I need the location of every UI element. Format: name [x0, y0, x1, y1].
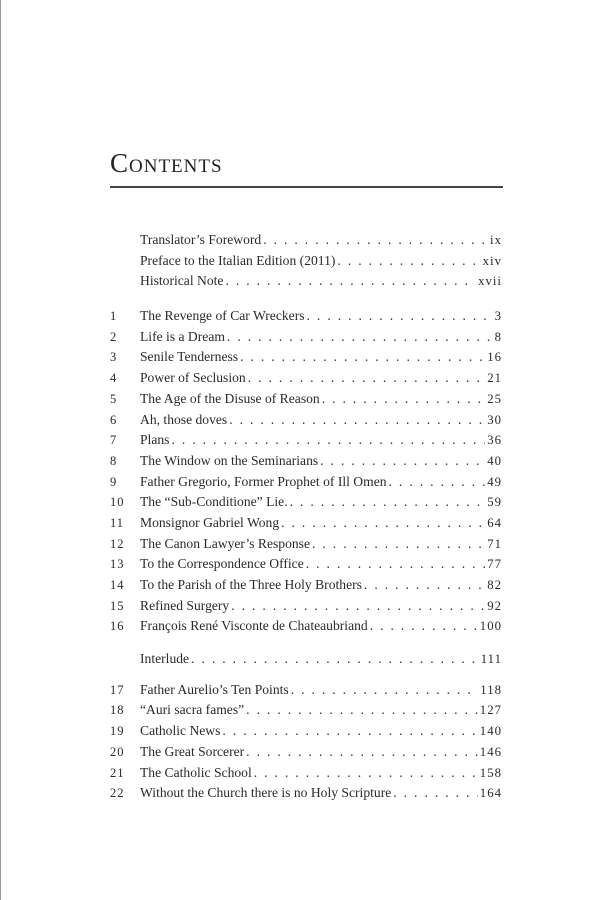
chapter-number: 11 — [110, 515, 125, 530]
entry-title: To the Correspondence Office — [140, 556, 304, 572]
page-number: 40 — [487, 453, 502, 468]
page-number: 64 — [487, 515, 502, 530]
page-number: 77 — [487, 557, 502, 572]
chapter-number: 4 — [110, 371, 118, 386]
entry-title: Life is a Dream — [140, 328, 225, 344]
toc-entry[interactable] — [110, 680, 502, 701]
chapter-number: 6 — [110, 412, 118, 427]
dot-leader — [281, 513, 485, 534]
dot-leader — [231, 596, 485, 617]
entry-title: The Canon Lawyer’s Response — [140, 535, 311, 551]
dot-leader — [171, 430, 485, 451]
entry-title: The Revenge of Car Wreckers — [140, 308, 305, 324]
interlude-list — [110, 649, 502, 670]
toc-entry[interactable] — [110, 513, 502, 534]
page-number: 100 — [479, 619, 502, 634]
entry-title: Plans — [140, 432, 170, 448]
page-number: 16 — [487, 350, 502, 365]
entry-title: Power of Seclusion — [140, 370, 246, 386]
dot-leader — [320, 451, 485, 472]
chapter-number: 5 — [110, 391, 118, 406]
dot-leader — [225, 271, 476, 292]
toc-entry[interactable] — [110, 596, 502, 617]
dot-leader — [246, 742, 478, 763]
toc-entry[interactable] — [110, 230, 502, 251]
toc-entry-interlude[interactable] — [110, 649, 502, 670]
toc-entry[interactable] — [110, 327, 502, 348]
chapter-number: 20 — [110, 744, 125, 759]
page-number: xiv — [482, 253, 502, 268]
dot-leader — [229, 410, 485, 431]
page-number: 3 — [494, 309, 502, 324]
page-left-edge — [0, 0, 1, 900]
toc-entry[interactable] — [110, 368, 502, 389]
toc-entry[interactable] — [110, 251, 502, 272]
page-number: 158 — [479, 765, 502, 780]
chapter-number: 14 — [110, 578, 125, 592]
dot-leader — [191, 649, 479, 670]
page-number: 36 — [487, 433, 502, 448]
chapter-number: 8 — [110, 453, 118, 468]
entry-title: The Great Sorcerer — [140, 743, 245, 759]
entry-title: To the Parish of the Three Holy Brothers — [140, 577, 362, 592]
chapter-number: 22 — [110, 786, 125, 801]
dot-leader — [337, 251, 480, 272]
dot-leader — [227, 327, 493, 348]
page-number: 30 — [487, 412, 502, 427]
entry-title: Preface to the Italian Edition (2011) — [140, 252, 336, 268]
page-number: ix — [490, 233, 502, 247]
page-number: 118 — [480, 682, 502, 697]
entry-title: The Age of the Disuse of Reason — [140, 390, 320, 406]
chapter-number: 16 — [110, 619, 125, 634]
dot-leader — [222, 721, 477, 742]
dot-leader — [254, 763, 478, 784]
entry-title: Translator’s Foreword — [140, 232, 262, 247]
entry-title: The Catholic School — [140, 764, 252, 780]
toc-entry[interactable] — [110, 430, 502, 451]
toc-entry[interactable] — [110, 410, 502, 431]
toc-entry[interactable] — [110, 271, 502, 292]
entry-title: Catholic News — [140, 723, 221, 739]
dot-leader — [291, 680, 479, 701]
page-number: 164 — [479, 786, 502, 801]
chapter-number: 12 — [110, 536, 125, 551]
page-number: 146 — [479, 744, 502, 759]
entry-title: Refined Surgery — [140, 597, 230, 613]
toc-entry[interactable] — [110, 554, 502, 575]
toc-entry[interactable] — [110, 783, 502, 804]
chapter-number: 10 — [110, 495, 125, 510]
entry-title: The “Sub-Conditione” Lie. — [140, 494, 288, 510]
toc-entry[interactable] — [110, 575, 502, 596]
dot-leader — [307, 306, 493, 327]
toc-entry[interactable] — [110, 306, 502, 327]
entry-title: Interlude — [140, 651, 190, 667]
dot-leader — [370, 616, 478, 637]
dot-leader — [312, 534, 485, 555]
page-number: 21 — [487, 371, 502, 386]
chapter-number: 15 — [110, 598, 125, 613]
page-number: 71 — [487, 536, 502, 551]
page-number: 111 — [480, 652, 502, 667]
chapter-number: 13 — [110, 557, 125, 572]
entry-title: Without the Church there is no Holy Scripture — [140, 785, 392, 801]
title-rule — [110, 186, 503, 188]
toc-entry[interactable] — [110, 616, 502, 637]
page-number: 82 — [487, 578, 502, 592]
entry-title: François René Visconte de Chateaubriand — [140, 618, 368, 634]
page-number: 59 — [487, 495, 502, 510]
dot-leader — [389, 472, 486, 493]
entry-title: Historical Note — [140, 273, 224, 289]
chapter-number: 9 — [110, 474, 118, 489]
toc-entry[interactable] — [110, 389, 502, 410]
chapter-number: 21 — [110, 765, 125, 780]
entry-title: Ah, those doves — [140, 411, 228, 427]
page-title: Contents — [110, 148, 223, 178]
dot-leader — [240, 347, 485, 368]
dot-leader — [263, 230, 488, 251]
toc-entry[interactable] — [110, 742, 502, 763]
table-of-contents — [110, 230, 502, 804]
chapter-list-part-1 — [110, 306, 502, 637]
page-number: 25 — [487, 391, 502, 406]
toc-entry[interactable] — [110, 451, 502, 472]
entry-title: Monsignor Gabriel Wong — [140, 514, 280, 530]
page-number: xvii — [478, 274, 502, 289]
chapter-number: 18 — [110, 703, 125, 718]
dot-leader — [248, 368, 485, 389]
toc-entry[interactable] — [110, 492, 502, 513]
toc-entry[interactable] — [110, 721, 502, 742]
page-number: 92 — [487, 598, 502, 613]
dot-leader — [290, 492, 486, 513]
chapter-number: 1 — [110, 309, 118, 324]
entry-title: The Window on the Seminarians — [140, 452, 319, 468]
chapter-number: 17 — [110, 682, 125, 697]
dot-leader — [306, 554, 485, 575]
entry-title: Senile Tenderness — [140, 349, 239, 365]
entry-title: Father Gregorio, Former Prophet of Ill Omen — [140, 473, 387, 489]
page-number: 140 — [479, 724, 502, 739]
toc-entry[interactable] — [110, 534, 502, 555]
dot-leader — [246, 700, 478, 721]
page-number: 8 — [494, 329, 502, 344]
chapter-number: 19 — [110, 724, 125, 739]
dot-leader — [393, 783, 478, 804]
dot-leader — [322, 389, 486, 410]
page-number: 49 — [487, 474, 502, 489]
page-number: 127 — [479, 703, 502, 718]
dot-leader — [364, 575, 485, 596]
chapter-number: 2 — [110, 329, 118, 344]
entry-title: “Auri sacra fames” — [140, 702, 245, 718]
chapter-list-part-2 — [110, 680, 502, 804]
entry-title: Father Aurelio’s Ten Points — [140, 681, 289, 697]
chapter-number: 7 — [110, 433, 118, 448]
toc-entry[interactable] — [110, 472, 502, 493]
toc-entry[interactable] — [110, 763, 502, 784]
chapter-number: 3 — [110, 350, 118, 365]
toc-entry[interactable] — [110, 700, 502, 721]
toc-entry[interactable] — [110, 347, 502, 368]
front-matter-list — [110, 230, 502, 292]
